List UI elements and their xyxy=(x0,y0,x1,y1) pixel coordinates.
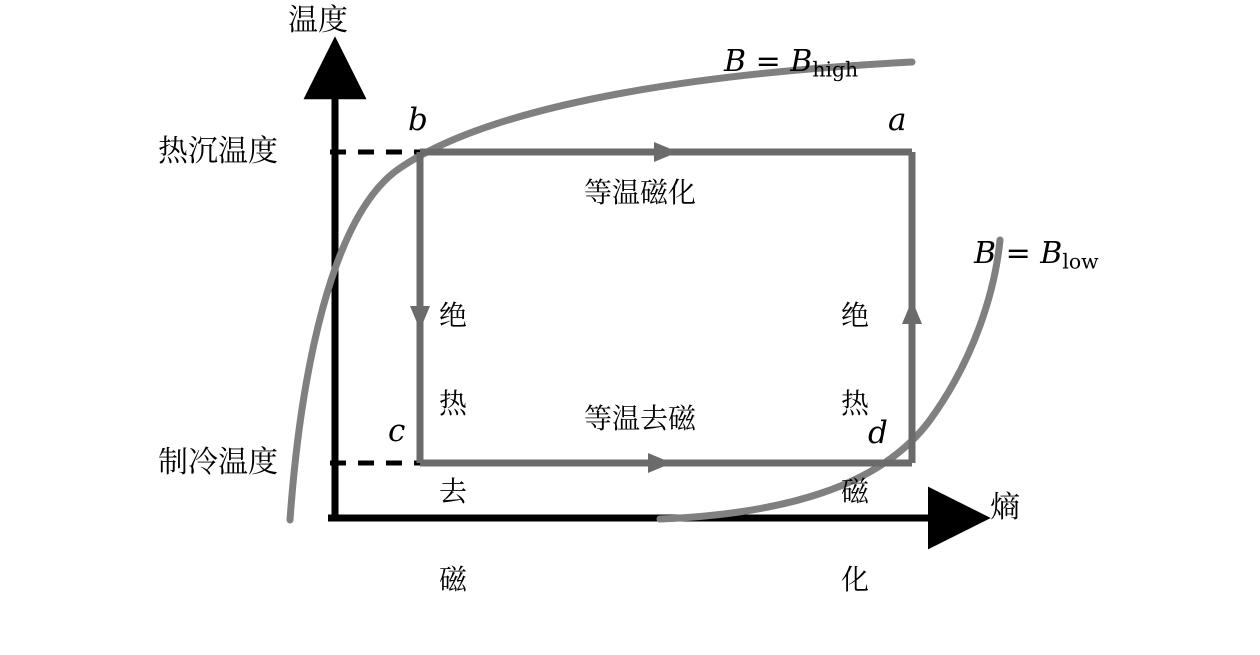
point-label-b: b xyxy=(408,102,428,138)
curve-label-b-low-main: B = B xyxy=(974,235,1063,271)
arrow-b-to-c xyxy=(410,306,430,330)
curve-label-b-high-sub: high xyxy=(812,57,859,82)
vchar-1: 绝 xyxy=(840,298,869,332)
process-label-isothermal-magnetization: 等温磁化 xyxy=(584,176,697,209)
process-label-adiabatic-demagnetization xyxy=(436,242,470,653)
x-axis-title: 熵 xyxy=(990,490,1020,525)
tick-leaders xyxy=(330,152,420,463)
vchar-4: 磁 xyxy=(438,563,467,597)
vchar-2: 热 xyxy=(438,386,467,420)
curve-label-b-low-sub: low xyxy=(1062,249,1099,274)
curve-label-b-low xyxy=(944,206,1099,304)
y-axis-title: 温度 xyxy=(288,3,348,38)
curve-label-b-high-main: B = B xyxy=(724,43,813,79)
point-label-d: d xyxy=(868,415,888,451)
vchar-3: 磁 xyxy=(840,475,869,509)
curve-b-high xyxy=(290,62,912,520)
process-label-adiabatic-magnetization xyxy=(838,242,872,653)
curve-label-b-high xyxy=(694,14,858,112)
arrow-c-to-d xyxy=(648,453,672,473)
vchar-2: 热 xyxy=(840,386,869,420)
point-label-c: c xyxy=(388,413,406,449)
process-label-isothermal-demagnetization: 等温去磁 xyxy=(584,402,697,435)
y-tick-label-hot: 热沉温度 xyxy=(158,134,278,169)
arrow-a-to-b xyxy=(654,142,678,162)
vchar-1: 绝 xyxy=(438,298,467,332)
vchar-3: 去 xyxy=(438,475,467,509)
point-label-a: a xyxy=(888,102,907,138)
y-tick-label-cold: 制冷温度 xyxy=(158,445,278,480)
arrow-d-to-a xyxy=(902,300,922,324)
vchar-4: 化 xyxy=(840,563,869,597)
